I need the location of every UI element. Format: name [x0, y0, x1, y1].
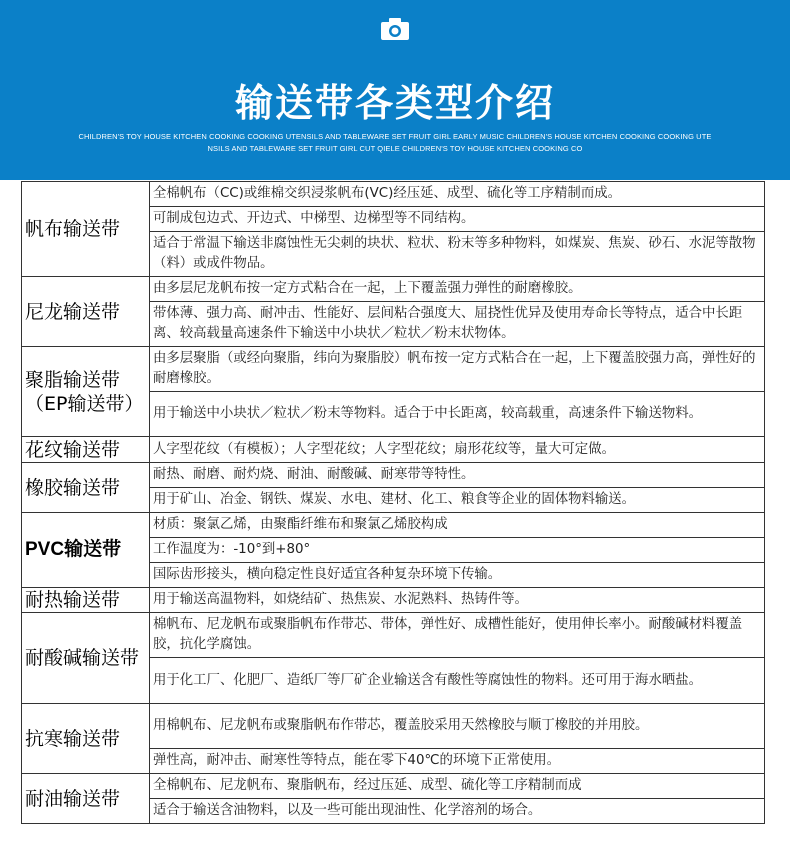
belt-desc: 适合于输送含油物料，以及一些可能出现油性、化学溶剂的场合。 — [150, 799, 765, 824]
belt-desc: 用于输送中小块状／粒状／粉末等物料。适合于中长距离，较高载重，高速条件下输送物料。 — [150, 392, 765, 437]
belt-name: 耐热输送带 — [22, 588, 150, 613]
belt-name: PVC输送带 — [22, 513, 150, 588]
belt-desc: 全棉帆布（CC)或维棉交织浸浆帆布(VC)经压延、成型、硫化等工序精制而成。 — [150, 182, 765, 207]
belt-name: 耐油输送带 — [22, 774, 150, 824]
belt-desc: 用棉帆布、尼龙帆布或聚脂帆布作带芯，覆盖胶采用天然橡胶与顺丁橡胶的并用胶。 — [150, 704, 765, 749]
belt-desc: 用于矿山、冶金、钢铁、煤炭、水电、建材、化工、粮食等企业的固体物料输送。 — [150, 488, 765, 513]
table-row — [22, 704, 765, 749]
table-row — [22, 513, 765, 538]
belt-types-table — [21, 181, 765, 824]
belt-desc: 弹性高，耐冲击、耐寒性等特点，能在零下40℃的环境下正常使用。 — [150, 749, 765, 774]
belt-name: 花纹输送带 — [22, 437, 150, 463]
belt-desc: 人字型花纹（有模板）；人字型花纹；人字型花纹；扇形花纹等，量大可定做。 — [150, 437, 765, 463]
subtitle — [60, 131, 730, 155]
belt-desc: 适合于常温下输送非腐蚀性无尖刺的块状、粒状、粉末等多种物料，如煤炭、焦炭、砂石、水泥等散物（料）或成件物品。 — [150, 232, 765, 277]
table-row — [22, 463, 765, 488]
table-row — [22, 588, 765, 613]
subtitle-line-1: CHILDREN'S TOY HOUSE KITCHEN COOKING COOKING UTENSILS AND TABLEWARE SET FRUIT GIRL EARLY MUSIC CHILDREN'S HOUSE KITCHEN COOKING COOKING UTE — [78, 132, 712, 141]
belt-name: 尼龙输送带 — [22, 277, 150, 347]
belt-desc: 用于化工厂、化肥厂、造纸厂等厂矿企业输送含有酸性等腐蚀性的物料。还可用于海水晒盐。 — [150, 658, 765, 704]
belt-name: 橡胶输送带 — [22, 463, 150, 513]
belt-name: 耐酸碱输送带 — [22, 613, 150, 704]
belt-desc: 带体薄、强力高、耐冲击、性能好、层间粘合强度大、屈挠性优异及使用寿命长等特点，适合中长距离、较高载量高速条件下输送中小块状／粒状／粉末状物体。 — [150, 302, 765, 347]
subtitle-line-2: NSILS AND TABLEWARE SET FRUIT GIRL CUT QIELE CHILDREN'S TOY HOUSE KITCHEN COOKING CO — [207, 144, 583, 153]
belt-desc: 耐热、耐磨、耐灼烧、耐油、耐酸碱、耐寒带等特性。 — [150, 463, 765, 488]
belt-desc: 全棉帆布、尼龙帆布、聚脂帆布，经过压延、成型、硫化等工序精制而成 — [150, 774, 765, 799]
belt-name: 帆布输送带 — [22, 182, 150, 277]
table-row — [22, 182, 765, 207]
table-row — [22, 774, 765, 799]
belt-desc: 工作温度为：-10°到+80° — [150, 538, 765, 563]
belt-desc: 由多层聚脂（或经向聚脂，纬向为聚脂胶）帆布按一定方式粘合在一起，上下覆盖胶强力高，弹性好的耐磨橡胶。 — [150, 347, 765, 392]
table-row — [22, 347, 765, 392]
belt-desc: 国际齿形接头，横向稳定性良好适宜各种复杂环境下传输。 — [150, 563, 765, 588]
page-title: 输送带各类型介绍 — [234, 81, 555, 125]
belt-desc: 棉帆布、尼龙帆布或聚脂帆布作带芯、带体，弹性好、成槽性能好，使用伸长率小。耐酸碱材料覆盖胶，抗化学腐蚀。 — [150, 613, 765, 658]
table-row — [22, 277, 765, 302]
belt-desc: 材质：聚氯乙烯，由聚酯纤维布和聚氯乙烯胶构成 — [150, 513, 765, 538]
table-row — [22, 613, 765, 658]
camera-icon — [380, 17, 410, 41]
belt-desc: 可制成包边式、开边式、中梯型、边梯型等不同结构。 — [150, 207, 765, 232]
belt-desc: 用于输送高温物料，如烧结矿、热焦炭、水泥熟料、热铸件等。 — [150, 588, 765, 613]
belt-name: 抗寒输送带 — [22, 704, 150, 774]
table-row — [22, 437, 765, 463]
header-banner — [0, 0, 790, 180]
belt-desc: 由多层尼龙帆布按一定方式粘合在一起，上下覆盖强力弹性的耐磨橡胶。 — [150, 277, 765, 302]
belt-name: 聚脂输送带 （EP输送带） — [22, 347, 150, 437]
